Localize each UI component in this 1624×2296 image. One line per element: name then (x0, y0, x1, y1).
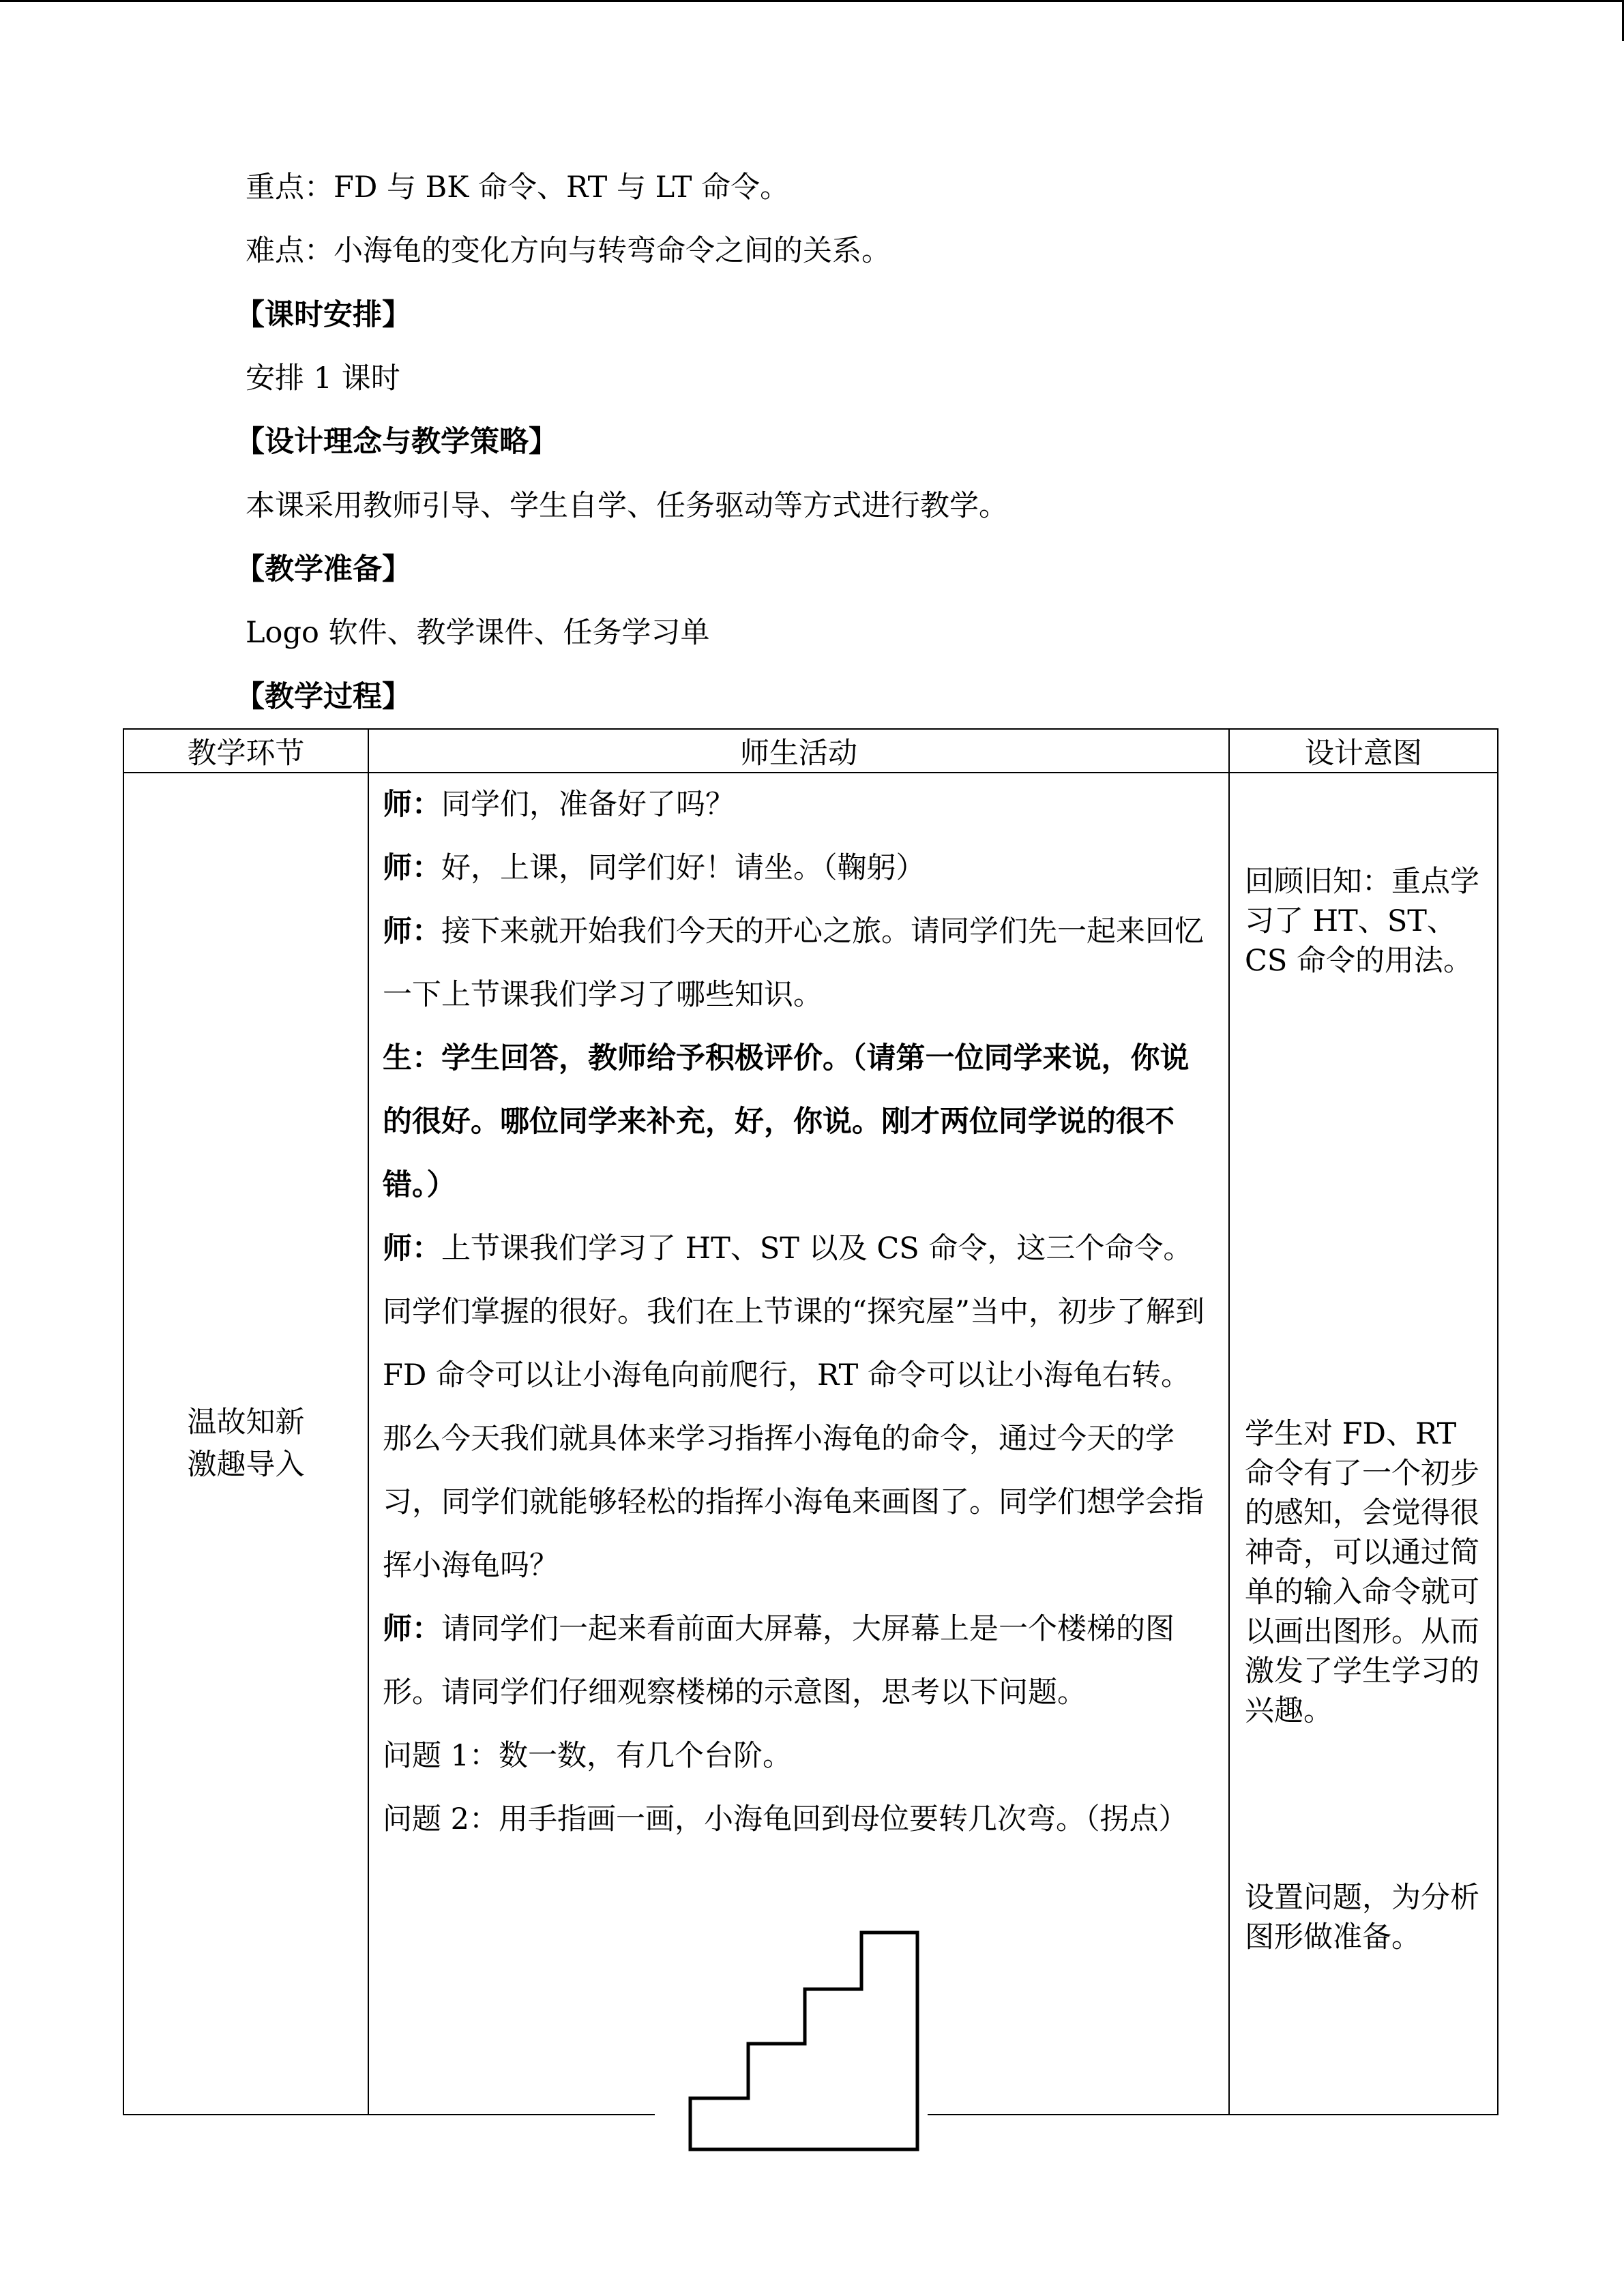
intent-review: 回顾旧知：重点学习了 HT、ST、CS 命令的用法。 (1245, 865, 1479, 978)
header-intent: 设计意图 (1229, 729, 1498, 773)
difficulties: 难点：小海龟的变化方向与转弯命令之间的关系。 (246, 234, 891, 268)
intent-question: 设置问题，为分析图形做准备。 (1245, 1881, 1479, 1954)
header-stage: 教学环节 (123, 729, 368, 773)
header-activities: 师生活动 (368, 729, 1229, 773)
activity-item: 师：请同学们一起来看前面大屏幕，大屏幕上是一个楼梯的图形。请同学们仔细观察楼梯的示意图，思考以下问题。 (383, 1612, 1175, 1710)
activity-item: 师：同学们，准备好了吗？ (383, 788, 735, 822)
table-header-row (123, 729, 1498, 773)
activity-item: 师：好，上课，同学们好！请坐。（鞠躬） (383, 851, 926, 885)
process-heading: 【教学过程】 (235, 680, 411, 714)
activity-item: 师：上节课我们学习了 HT、ST 以及 CS 命令，这三个命令。同学们掌握的很好。我们在上节课的“探究屋”当中，初步了解到 FD 命令可以让小海龟向前爬行，RT 命令可以让小海龟右转。那么今天我们就具体来学习指挥小海龟的命令，通过今天的学习，同学们就能够轻松的指挥小海龟来画图了。同学们想学会指挥小海龟吗？ (383, 1232, 1205, 1583)
activity-item: 问题 1：数一数，有几个台阶。 (383, 1739, 793, 1773)
lesson-table (123, 728, 1498, 2115)
activity-item: 生：学生回答，教师给予积极评价。（请第一位同学来说，你说的很好。哪位同学来补充，好，你说。刚才两位同学说的很不错。） (383, 1041, 1190, 1202)
prep-heading: 【教学准备】 (235, 552, 411, 586)
stage-line-2: 激趣导入 (187, 1448, 305, 1482)
activity-item: 师：接下来就开始我们今天的开心之旅。请同学们先一起来回忆一下上节课我们学习了哪些知识。 (383, 914, 1204, 1012)
stage-cell (123, 773, 368, 2115)
activity-item: 问题 2：用手指画一画，小海龟回到母位要转几次弯。（拐点） (383, 1802, 1188, 1836)
stage-line-1: 温故知新 (187, 1405, 305, 1440)
schedule-text: 安排 1 课时 (246, 361, 400, 396)
schedule-heading: 【课时安排】 (235, 298, 411, 332)
key-points: 重点：FD 与 BK 命令、RT 与 LT 命令。 (246, 170, 790, 205)
prep-text: Logo 软件、教学课件、任务学习单 (246, 616, 710, 650)
staircase-figure (655, 1924, 928, 2156)
activities-cell (368, 773, 1229, 2115)
table-row (123, 773, 1498, 2115)
intent-cell (1229, 773, 1498, 2115)
intent-motivation: 学生对 FD、RT 命令有了一个初步的感知，会觉得很神奇，可以通过简单的输入命令就可以画出图形。从而激发了学生学习的兴趣。 (1245, 1417, 1479, 1728)
strategy-heading: 【设计理念与教学策略】 (235, 425, 558, 459)
page-border-top (0, 0, 1624, 2)
strategy-text: 本课采用教师引导、学生自学、任务驱动等方式进行教学。 (246, 489, 1008, 523)
